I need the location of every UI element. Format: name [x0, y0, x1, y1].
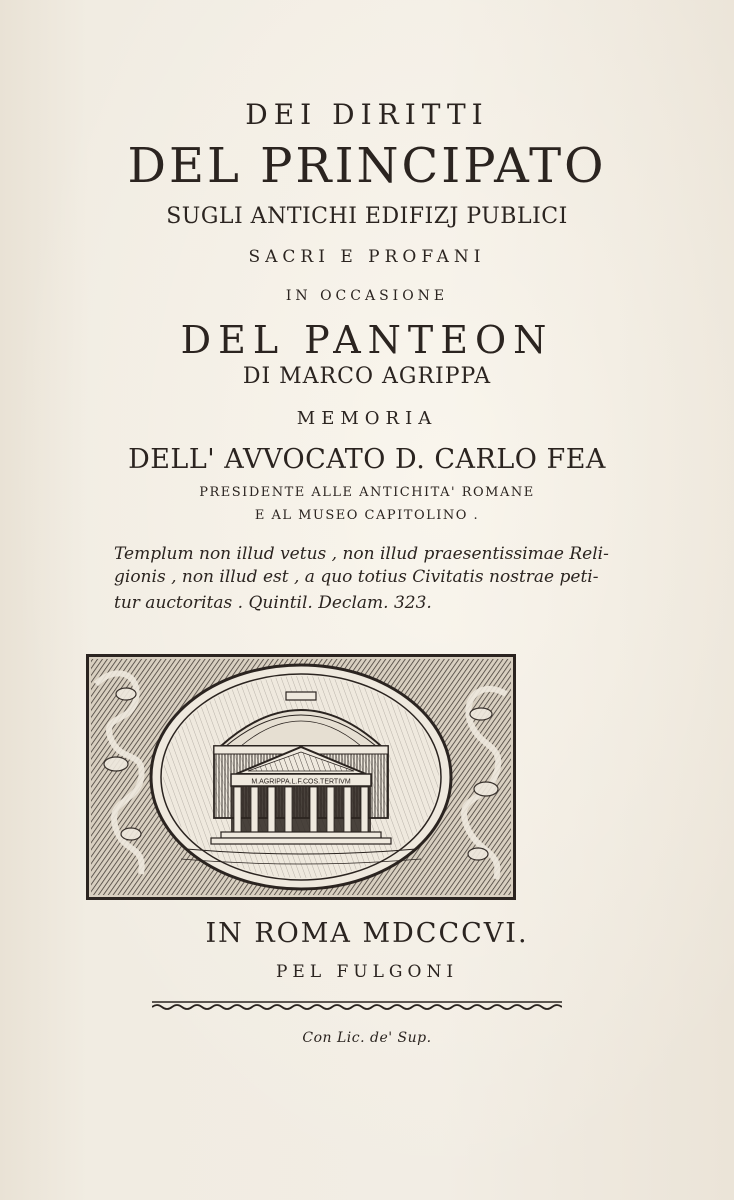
title-line-in-occasione: IN OCCASIONE	[285, 288, 449, 304]
title-line-antichi-edifizj: SUGLI ANTICHI EDIFIZJ PUBLICI	[166, 204, 568, 229]
license-line: Con Lic. de' Sup.	[302, 1030, 432, 1046]
title-line-dei-diritti: DEI DIRITTI	[245, 98, 489, 131]
author-title-line-1: PRESIDENTE ALLE ANTICHITA' ROMANE	[199, 485, 535, 500]
title-line-del-principato: DEL PRINCIPATO	[127, 138, 607, 194]
title-line-memoria: MEMORIA	[296, 408, 438, 429]
title-line-marco-agrippa: DI MARCO AGRIPPA	[242, 364, 492, 389]
title-line-sacri-profani: SACRI E PROFANI	[248, 247, 486, 267]
author-title-line-2: E AL MUSEO CAPITOLINO .	[254, 508, 480, 523]
imprint-printer: PEL FULGONI	[275, 962, 459, 982]
epigraph-line-2: gionis , non illud est , a quo totius Civitatis nostrae peti-	[114, 567, 599, 587]
epigraph-line-1: Templum non illud vetus , non illud praesentissimae Reli-	[114, 544, 609, 564]
title-line-del-panteon: DEL PANTEON	[180, 318, 554, 362]
frieze-inscription: M.AGRIPPA.L.F.COS.TERTIVM	[251, 778, 351, 786]
pantheon-vignette	[86, 654, 516, 900]
author-line: DELL' AVVOCATO D. CARLO FEA	[128, 444, 606, 475]
ornamental-rule	[152, 1000, 562, 1012]
epigraph-line-3: tur auctoritas . Quintil. Declam. 323.	[114, 593, 432, 613]
imprint-city-year: IN ROMA MDCCCVI.	[205, 918, 529, 949]
